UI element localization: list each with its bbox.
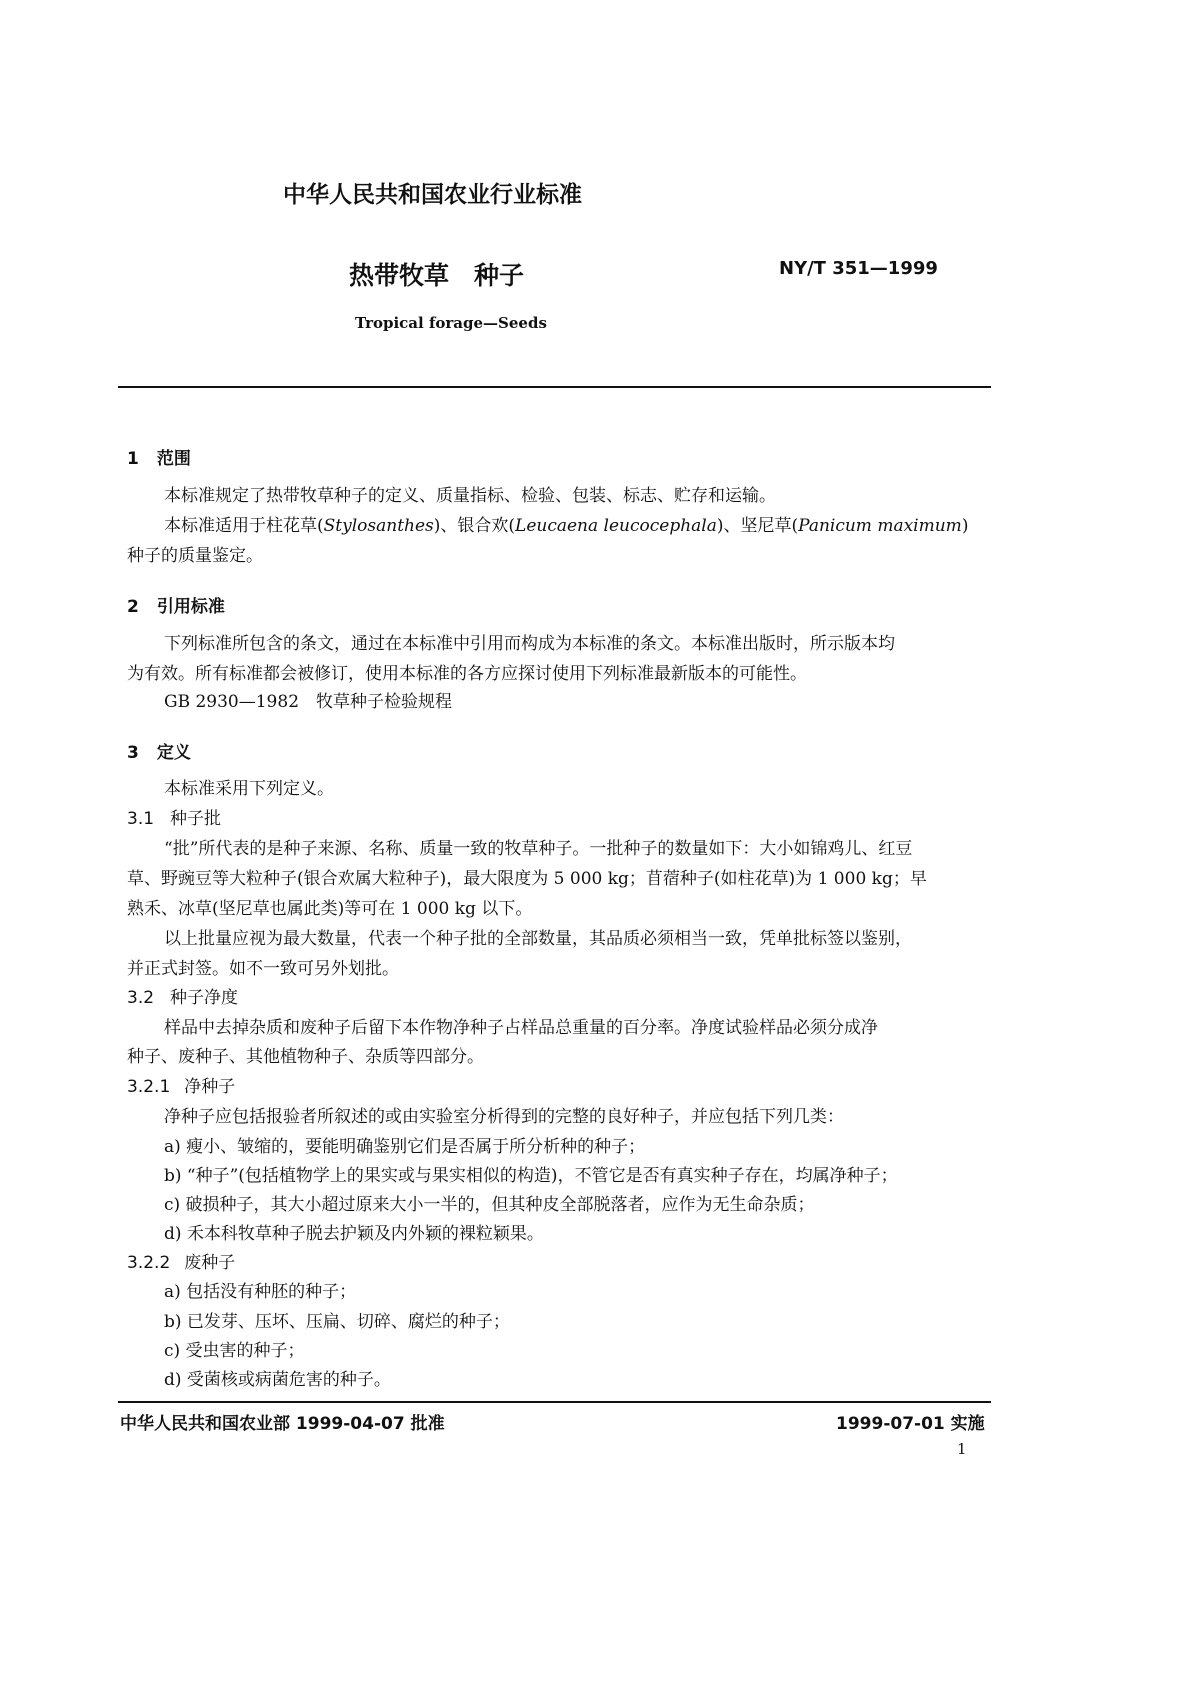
approval-line: 中华人民共和国农业部 1999-04-07 批准 [120, 1414, 445, 1434]
section-3-heading [127, 738, 191, 763]
english-title: Tropical forage—Seeds [355, 314, 547, 332]
subsection-3-2-1-heading [127, 1077, 235, 1097]
section-title: 定义 [156, 743, 191, 763]
latin-name: Panicum maximum [798, 516, 962, 536]
subsection-title: 废种子 [184, 1253, 236, 1273]
text: )、坚尼草( [716, 516, 799, 536]
subsection-number: 3.1 [127, 809, 155, 829]
paragraph: 种子的质量鉴定。 [127, 546, 263, 566]
paragraph: 本标准规定了热带牧草种子的定义、质量指标、检验、包装、标志、贮存和运输。 [164, 486, 776, 506]
latin-name: Leucaena leucocephala [515, 516, 717, 536]
text: )、银合欢( [433, 516, 516, 536]
list-item: b) “种子”(包括植物学上的果实或与果实相似的构造)，不管它是否有真实种子存在，均属净种子； [164, 1166, 898, 1186]
subsection-3-1-heading [127, 809, 221, 829]
list-item: d) 禾本科牧草种子脱去护颖及内外颖的裸粒颖果。 [164, 1224, 544, 1244]
paragraph: 种子、废种子、其他植物种子、杂质等四部分。 [127, 1047, 484, 1067]
latin-name: Stylosanthes [323, 516, 434, 536]
subsection-number: 3.2.1 [127, 1077, 171, 1097]
paragraph: 草、野豌豆等大粒种子(银合欢属大粒种子)，最大限度为 5 000 kg；苜蓿种子(如柱花草)为 1 000 kg；早 [127, 869, 927, 889]
list-item: c) 破损种子，其大小超过原来大小一半的，但其种皮全部脱落者，应作为无生命杂质； [164, 1195, 815, 1215]
text: ) [961, 516, 969, 536]
header-rule [118, 386, 991, 388]
text: 本标准适用于柱花草( [164, 516, 324, 536]
section-title: 范围 [156, 449, 191, 469]
subsection-3-2-2-heading [127, 1253, 235, 1273]
doc-title: 热带牧草 种子 [349, 261, 525, 290]
paragraph: 样品中去掉杂质和废种子后留下本作物净种子占样品总重量的百分率。净度试验样品必须分成净 [164, 1018, 878, 1038]
section-number: 2 [127, 597, 139, 617]
section-number: 1 [127, 449, 139, 469]
paragraph [164, 516, 968, 536]
subsection-3-2-heading [127, 988, 238, 1008]
paragraph: “批”所代表的是种子来源、名称、质量一致的牧草种子。一批种子的数量如下：大小如锦鸡儿、红豆 [164, 839, 913, 859]
org-title: 中华人民共和国农业行业标准 [283, 182, 582, 208]
section-title: 引用标准 [156, 597, 225, 617]
section-2-heading [127, 592, 225, 617]
reference: GB 2930—1982 牧草种子检验规程 [164, 692, 453, 712]
paragraph: 以上批量应视为最大数量，代表一个种子批的全部数量，其品质必须相当一致，凭单批标签以鉴别， [164, 929, 912, 949]
footer-rule [118, 1401, 991, 1403]
list-item: c) 受虫害的种子； [164, 1341, 305, 1361]
section-1-heading [127, 444, 191, 469]
subsection-number: 3.2.2 [127, 1253, 171, 1273]
effective-date: 1999-07-01 实施 [836, 1414, 985, 1434]
paragraph: 并正式封签。如不一致可另外划批。 [127, 959, 399, 979]
paragraph: 为有效。所有标准都会被修订，使用本标准的各方应探讨使用下列标准最新版本的可能性。 [127, 664, 807, 684]
paragraph: 本标准采用下列定义。 [164, 779, 334, 799]
list-item: b) 已发芽、压坏、压扁、切碎、腐烂的种子； [164, 1312, 510, 1332]
paragraph: 熟禾、冰草(坚尼草也属此类)等可在 1 000 kg 以下。 [127, 899, 533, 919]
list-item: a) 包括没有种胚的种子； [164, 1282, 357, 1302]
section-number: 3 [127, 743, 139, 763]
subsection-number: 3.2 [127, 988, 155, 1008]
list-item: a) 瘦小、皱缩的，要能明确鉴别它们是否属于所分析种的种子； [164, 1137, 646, 1157]
list-item: d) 受菌核或病菌危害的种子。 [164, 1370, 391, 1390]
paragraph: 净种子应包括报验者所叙述的或由实验室分析得到的完整的良好种子，并应包括下列几类： [164, 1107, 844, 1127]
paragraph: 下列标准所包含的条文，通过在本标准中引用而构成为本标准的条文。本标准出版时，所示版本均 [164, 634, 895, 654]
standard-code: NY/T 351—1999 [779, 258, 938, 279]
page-number: 1 [957, 1440, 967, 1458]
subsection-title: 种子净度 [170, 988, 239, 1008]
subsection-title: 种子批 [170, 809, 222, 829]
subsection-title: 净种子 [184, 1077, 236, 1097]
